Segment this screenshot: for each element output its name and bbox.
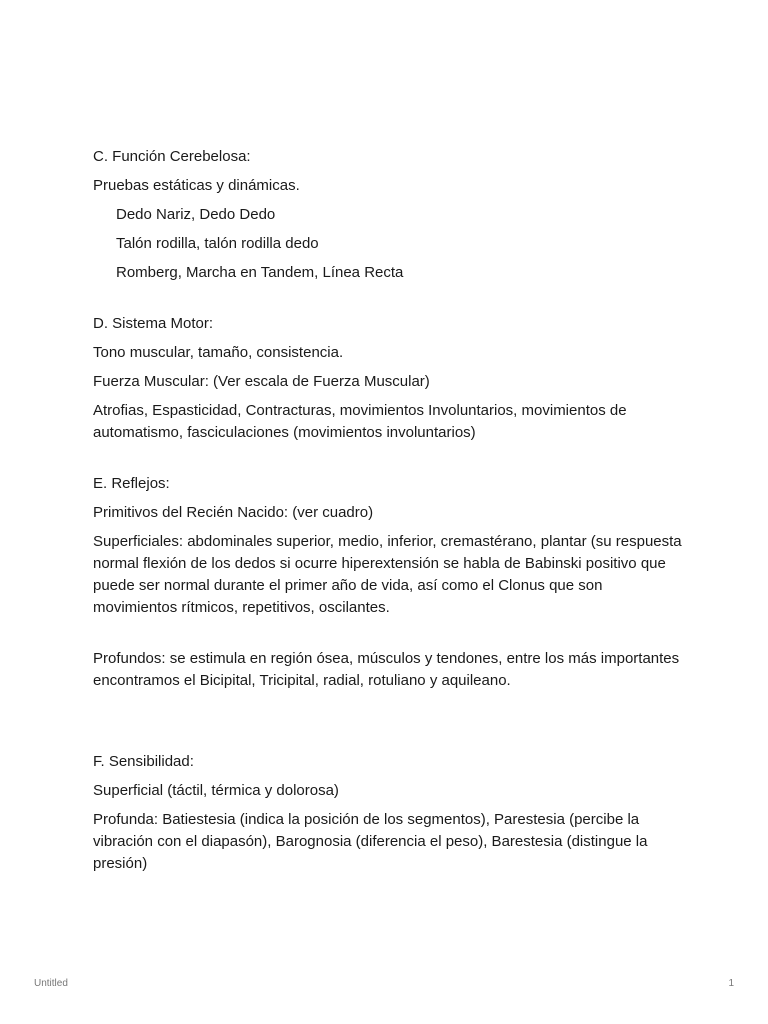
paragraph: Profunda: Batiestesia (indica la posición de los segmentos), Parestesia (percibe la vibración con el diapasón), Barognosia (diferencia el peso), Barestesia (distingue la presión)	[93, 811, 648, 872]
footer-document-title: Untitled	[34, 978, 68, 989]
paragraph: Fuerza Muscular: (Ver escala de Fuerza Muscular)	[93, 373, 430, 390]
paragraph: Superficial (táctil, térmica y dolorosa)	[93, 782, 339, 799]
section-reflejos	[93, 473, 683, 692]
section-sensibilidad	[93, 751, 683, 875]
paragraph: Atrofias, Espasticidad, Contracturas, movimientos Involuntarios, movimientos de automatismo, fasciculaciones (movimientos involuntarios)	[93, 402, 627, 441]
section-heading: C. Función Cerebelosa:	[93, 148, 251, 165]
section-heading: E. Reflejos:	[93, 475, 170, 492]
list-item: Romberg, Marcha en Tandem, Línea Recta	[116, 264, 404, 281]
footer-page-number: 1	[728, 978, 734, 989]
section-funcion-cerebelosa	[93, 146, 683, 284]
paragraph: Primitivos del Recién Nacido: (ver cuadro)	[93, 504, 374, 521]
section-heading: F. Sensibilidad:	[93, 753, 194, 770]
list-item: Talón rodilla, talón rodilla dedo	[116, 235, 319, 252]
list-item: Dedo Nariz, Dedo Dedo	[116, 206, 276, 223]
document-page	[93, 146, 683, 882]
paragraph: Tono muscular, tamaño, consistencia.	[93, 344, 344, 361]
paragraph: Pruebas estáticas y dinámicas.	[93, 177, 300, 194]
paragraph: Superficiales: abdominales superior, medio, inferior, cremastérano, plantar (su respuesta normal flexión de los dedos si ocurre hiperextensión se habla de Babinski positivo que puede ser normal durante el primer año de vida, así como el Clonus que son movimientos rítmicos, repetitivos, oscilantes.	[93, 533, 682, 616]
paragraph: Profundos: se estimula en región ósea, músculos y tendones, entre los más importantes encontramos el Bicipital, Tricipital, radial, rotuliano y aquileano.	[93, 650, 680, 689]
section-sistema-motor	[93, 313, 683, 444]
section-heading: D. Sistema Motor:	[93, 315, 214, 332]
